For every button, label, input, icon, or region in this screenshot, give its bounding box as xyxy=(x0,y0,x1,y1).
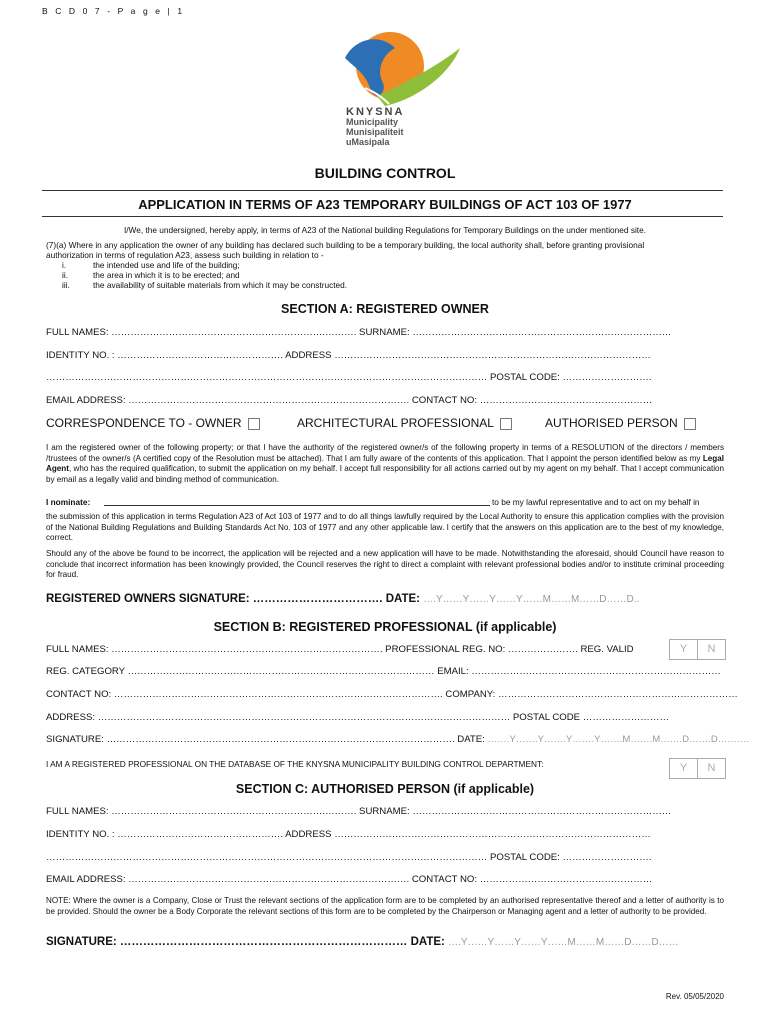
regulation-text-1: (7)(a) Where in any application the owner of any building has declared such building to be a temporary building, the local authority shall, before granting provisional xyxy=(46,240,645,250)
page-reference: B C D 0 7 - P a g e | 1 xyxy=(42,6,185,16)
correspondence-owner-label: CORRESPONDENCE TO - OWNER xyxy=(46,416,242,430)
architect-label: ARCHITECTURAL PROFESSIONAL xyxy=(297,416,494,430)
reg-valid-no[interactable]: N xyxy=(697,639,726,660)
logo-name: KNYSNA xyxy=(346,106,405,118)
regulation-item: the availability of suitable materials from which it may be constructed. xyxy=(93,280,348,290)
professional-date-mask: …….Y…….Y…….Y…….Y…….M…….M…….D…….D………. xyxy=(487,734,750,745)
professional-address-field[interactable]: ADDRESS: ………………………………………………………………………………………………………………… POSTAL CODE ……………………… xyxy=(46,712,670,723)
professional-contact-company-field[interactable]: CONTACT NO: …………………………………………………………………………………………. COMPANY: ………………………………………………………………… xyxy=(46,689,738,700)
correspondence-authorised xyxy=(545,416,696,430)
form-subtitle: APPLICATION IN TERMS OF A23 TEMPORARY BUILDINGS OF ACT 103 OF 1977 xyxy=(138,197,632,212)
professional-signature-label: SIGNATURE: ………………………………………………………………………………………………. DATE: xyxy=(46,734,485,745)
authorised-email-contact-field[interactable]: EMAIL ADDRESS: ……………………………………………………………………………. CONTACT NO: ……………………………………………… xyxy=(46,874,653,885)
page-title: BUILDING CONTROL xyxy=(314,165,456,181)
professional-signature-field[interactable] xyxy=(46,734,749,745)
owner-names-field[interactable]: FULL NAMES: ………………………………………………………….………. SURNAME: ……………………………………………………………………… xyxy=(46,327,672,338)
owner-checkbox[interactable] xyxy=(248,418,260,430)
logo-line2: Munisipaliteit xyxy=(346,127,404,137)
note-text: NOTE: Where the owner is a Company, Close or Trust the relevant sections of the application form are to be completed by an authorised representative thereof and a letter of authority is to be provided. Should the owner be a Body Corporate the relevant sections of this form are to be completed by the Chairperson or Managing agent and a letter of authority to be provided. xyxy=(46,896,724,916)
owner-postal-field[interactable]: ………………………………………………………………………………………………………………………… POSTAL CODE: ………………………. xyxy=(46,372,652,383)
regulation-item: the intended use and life of the building; xyxy=(93,260,240,270)
correspondence-owner xyxy=(46,416,260,430)
intro-text: I/We, the undersigned, hereby apply, in terms of A23 of the National building Regulations for Temporary Buildings on the under mentioned site. xyxy=(123,225,647,235)
authorised-postal-field[interactable]: ………………………………………………………………………………………………………………………… POSTAL CODE: ………………………. xyxy=(46,852,652,863)
legal-agent-term: Legal Agent xyxy=(46,453,724,473)
registered-yes[interactable]: Y xyxy=(669,758,698,779)
consent-part2: , who has the required qualification, to submit the application on my behalf. I accept full responsibility for all actions carried out by my agent on my behalf. That I accept communication by email as a legally valid and binding method of communication. xyxy=(46,464,724,484)
authorised-names-field[interactable]: FULL NAMES: ………………………………………………………….………. SURNAME: ……………………………………………………………………… xyxy=(46,806,672,817)
revision-date: Rev. 05/05/2020 xyxy=(665,992,724,1001)
logo-line1: Municipality xyxy=(346,117,399,127)
section-c-title: SECTION C: AUTHORISED PERSON (if applicable) xyxy=(235,782,535,796)
authorised-checkbox[interactable] xyxy=(684,418,696,430)
owner-signature-field[interactable] xyxy=(46,593,639,605)
nominate-label: I nominate: xyxy=(46,497,91,507)
professional-category-email-field[interactable]: REG. CATEGORY …………………………………………………………………………………… EMAIL: …………………………………………………………………… xyxy=(46,666,721,677)
owner-id-address-field[interactable]: IDENTITY NO. : ……………………………………………. ADDRESS ……………………………………………………………………………………… xyxy=(46,350,651,361)
section-a-title: SECTION A: REGISTERED OWNER xyxy=(281,302,489,316)
authorised-label: AUTHORISED PERSON xyxy=(545,416,678,430)
owner-consent-text xyxy=(46,443,724,485)
registered-no[interactable]: N xyxy=(697,758,726,779)
correspondence-architect xyxy=(297,416,512,430)
regulation-item-num: ii. xyxy=(62,270,68,280)
architect-checkbox[interactable] xyxy=(500,418,512,430)
professional-names-field[interactable]: FULL NAMES: …………………………………………………………………………. PROFESSIONAL REG. NO: …………………. REG. VALID xyxy=(46,644,634,655)
owner-date-mask: ….Y……Y……Y……Y……M……M……D……D.. xyxy=(423,594,640,605)
logo-line3: uMasipala xyxy=(346,137,390,147)
submission-text: the submission of this application in terms Regulation A23 of Act 103 of 1977 and to do all things lawfully required by the Local Authority to ensure this application complies with the provision of the National Building Regulations and Building Standards Act No. 103 of 1977 and any other applicable law. I certify that the answers on this application are to the best of my knowledge, correct. xyxy=(46,512,724,542)
regulation-item: the area in which it is to be erected; and xyxy=(93,270,240,280)
section-b-title: SECTION B: REGISTERED PROFESSIONAL (if applicable) xyxy=(213,620,557,634)
regulation-text-2: authorization in terms of regulation A23, assess such building in relation to - xyxy=(46,250,324,260)
nominee-line[interactable] xyxy=(104,505,490,506)
owner-signature-label: REGISTERED OWNERS SIGNATURE: ……………………………. DATE: xyxy=(46,593,420,605)
authorised-signature-label: SIGNATURE: ………………………………………………………………… DATE: xyxy=(46,936,445,948)
owner-email-contact-field[interactable]: EMAIL ADDRESS: ……………………………………………………………………………. CONTACT NO: ……………………………………………… xyxy=(46,395,653,406)
authorised-date-mask: ….Y……Y……Y……Y……M……M……D……D…… xyxy=(448,937,679,948)
regulation-item-num: i. xyxy=(62,260,67,270)
regulation-item-num: iii. xyxy=(62,280,70,290)
divider-bottom xyxy=(42,216,723,217)
consent-part1: I am the registered owner of the following property; or that I have the authority of the registered owner/s of the following property in terms of a RESOLUTION of the directors / members /trustees of the owner/s (A certified copy of the Resolution must be attached). That I am fully aware of the contents of this application. That I appoint the person identified below as my xyxy=(46,443,724,463)
divider-top xyxy=(42,190,723,191)
reg-valid-yes[interactable]: Y xyxy=(669,639,698,660)
authorised-signature-field[interactable] xyxy=(46,936,679,948)
authorised-id-address-field[interactable]: IDENTITY NO. : ……………………………………………. ADDRESS ……………………………………………………………………………………… xyxy=(46,829,651,840)
logo-text xyxy=(346,107,404,147)
registered-declaration: I AM A REGISTERED PROFESSIONAL ON THE DATABASE OF THE KNYSNA MUNICIPALITY BUILDING CONTROL DEPARTMENT: xyxy=(46,759,544,769)
nominate-end: to be my lawful representative and to act on my behalf in xyxy=(492,497,700,507)
warning-text: Should any of the above be found to be incorrect, the application will be rejected and a new application will have to be made. Notwithstanding the aforesaid, should Council have reason to conclude that incorrect information has been knowingly provided, the Council reserves the right to direct a complaint with relevant professional bodies and/or to institute criminal proceeding for fraud. xyxy=(46,549,724,579)
